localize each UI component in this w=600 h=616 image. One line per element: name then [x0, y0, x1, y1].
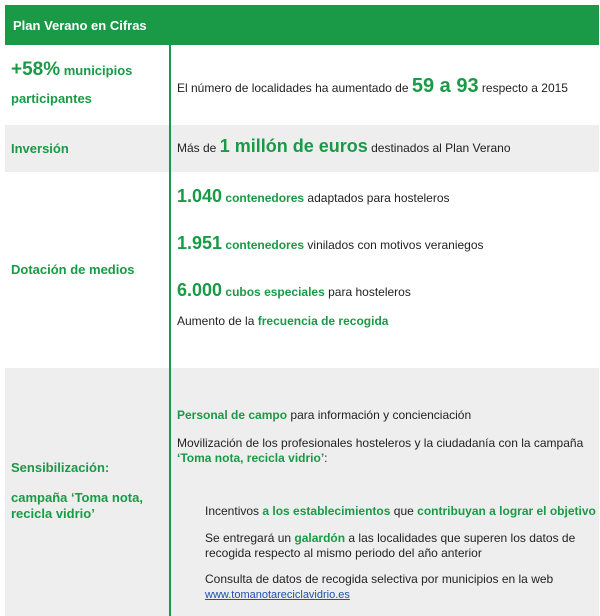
awareness-line3: recicla vidrio’	[11, 506, 95, 521]
resource-item-containers-adapted	[177, 186, 450, 207]
row-investment	[5, 125, 599, 172]
resource-number: 1.951	[177, 233, 223, 253]
investment-amount: 1 millón de euros	[219, 136, 368, 156]
resources-label: Dotación de medios	[11, 262, 135, 277]
row-resources	[5, 172, 599, 368]
resource-item-frequency	[177, 314, 388, 328]
incentives-pre: Incentivos	[205, 504, 260, 518]
awareness-line1: Sensibilización:	[11, 460, 110, 475]
resource-item-containers-vinyl	[177, 233, 484, 254]
resource-key: contenedores	[225, 191, 305, 205]
resource-rest: para hosteleros	[328, 285, 411, 299]
investment-label: Inversión	[11, 141, 69, 156]
website-link[interactable]: www.tomanotareciclavidrio.es	[205, 589, 350, 601]
mobilization-line1: Movilización de los profesionales hosteleros y la ciudadanía con la campaña	[177, 436, 584, 450]
website-line	[205, 587, 350, 601]
award-key: galardón	[294, 531, 346, 545]
participation-word: municipios	[63, 63, 133, 78]
table-header	[5, 5, 599, 45]
resource-key: contenedores	[225, 238, 305, 252]
investment-text	[177, 136, 595, 157]
award-line1	[205, 531, 575, 545]
resource-item-buckets	[177, 280, 411, 301]
incentives-key2: contribuyan a lograr el objetivo	[417, 504, 596, 518]
awareness-line2: campaña ‘Toma nota,	[11, 490, 143, 505]
field-staff-line	[177, 408, 471, 422]
row-awareness	[5, 368, 599, 616]
incentives-mid: que	[393, 504, 414, 518]
participation-label	[5, 59, 169, 106]
field-staff-key: Personal de campo	[177, 408, 288, 422]
award-line2: recogida respecto al mismo periodo del año anterior	[205, 546, 482, 560]
incentives-key1: a los establecimientos	[262, 504, 391, 518]
participation-number: 59 a 93	[411, 75, 479, 97]
resource-key: cubos especiales	[225, 285, 325, 299]
mobilization-line2	[177, 451, 328, 465]
award-rest: a las localidades que superen los datos de	[348, 531, 576, 545]
frequency-pre: Aumento de la	[177, 314, 255, 328]
investment-pre: Más de	[177, 141, 217, 155]
column-divider	[169, 45, 171, 616]
resources-list	[177, 172, 595, 368]
award-pre: Se entregará un	[205, 531, 292, 545]
campaign-name: ‘Toma nota, recicla vidrio’	[177, 451, 325, 465]
resource-rest: vinilados con motivos veraniegos	[307, 238, 484, 252]
investment-post: destinados al Plan Verano	[371, 141, 511, 155]
data-query-line: Consulta de datos de recogida selectiva por municipios en la web	[205, 572, 554, 586]
field-staff-rest: para información y concienciación	[290, 408, 472, 422]
header-title: Plan Verano en Cifras	[13, 18, 147, 33]
participation-percent: +58%	[11, 59, 61, 80]
participation-line2: participantes	[11, 91, 92, 106]
resource-rest: adaptados para hosteleros	[307, 191, 450, 205]
awareness-label	[5, 460, 169, 522]
participation-pre: El número de localidades ha aumentado de	[177, 81, 409, 95]
row-participation	[5, 45, 599, 125]
frequency-key: frecuencia de recogida	[257, 314, 389, 328]
awareness-text	[177, 368, 595, 616]
resource-number: 6.000	[177, 280, 223, 300]
participation-text	[177, 75, 595, 98]
incentives-line	[205, 504, 596, 518]
participation-post: respecto a 2015	[481, 81, 568, 95]
campaign-colon: :	[324, 451, 328, 465]
resource-number: 1.040	[177, 186, 223, 206]
